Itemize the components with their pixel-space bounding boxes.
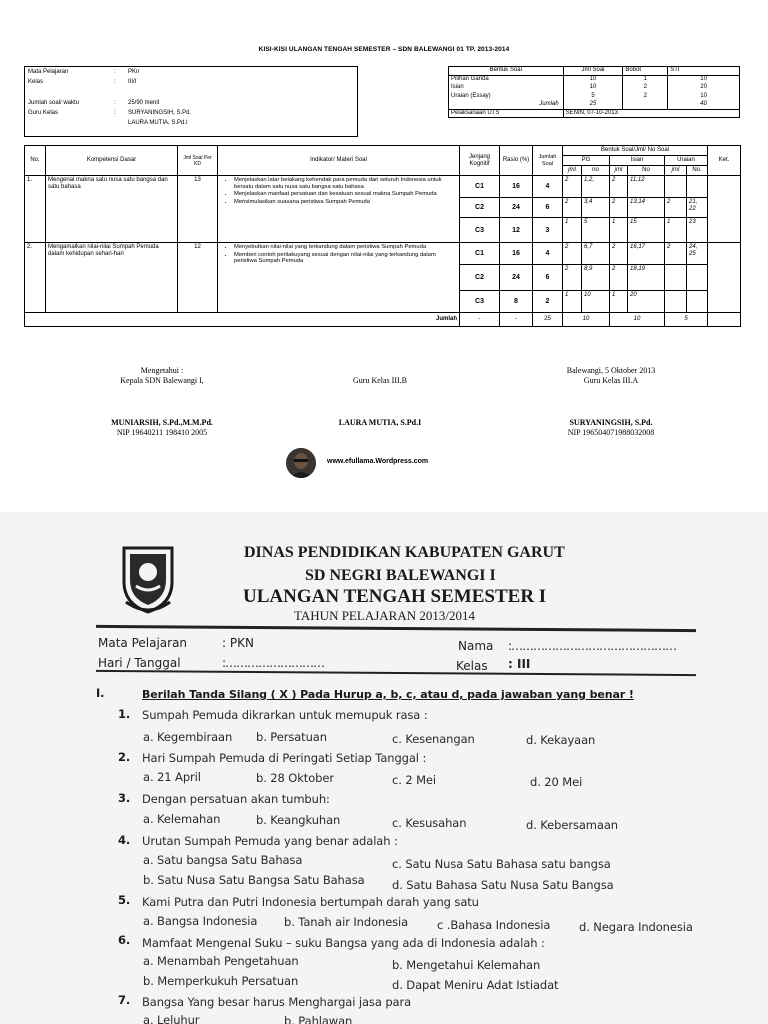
author-avatar-icon (286, 448, 316, 478)
kd-text: Mengenal makna satu nusa satu bangsa dan satu bahasa (46, 176, 178, 243)
bentuk-soal-table (448, 66, 740, 118)
kisi-kisi-main-table (24, 145, 741, 327)
table-row: C3 12 3 1 5 1 15 1 23 (25, 218, 741, 243)
answer-option[interactable]: a. Menambah Pengetahuan (143, 954, 299, 968)
answer-option[interactable]: b. Keangkuhan (256, 813, 341, 827)
subject-info-box (24, 66, 358, 137)
header-jml-soal-kd: Jml Soal Per KD (178, 146, 218, 176)
question-number: 3. (118, 791, 131, 805)
field-nama-label: Nama (458, 639, 494, 653)
question-text: Bangsa Yang besar harus Menghargai jasa para (142, 995, 412, 1009)
header-isian: Isian (610, 156, 665, 166)
field-hari-value[interactable]: :……………………… (222, 656, 325, 670)
header-jml-soal: Jml Soal (563, 67, 623, 76)
answer-option[interactable]: d. Dapat Meniru Adat Istiadat (392, 978, 559, 992)
table-row: C3 8 2 1 10 1 20 (25, 291, 741, 313)
answer-option[interactable]: b. 28 Oktober (256, 771, 334, 785)
field-hari-label: Hari / Tanggal (98, 656, 181, 670)
exam-header-school: SD NEGRI BALEWANGI I (305, 567, 496, 584)
question-text: Hari Sumpah Pemuda di Peringati Setiap Tanggal : (142, 751, 427, 765)
info-row-guru-kelas-2: LAURA MUTIA, S.Pd.I (128, 120, 188, 126)
bentuk-header-row (449, 67, 740, 76)
header-bentuk-soal-group: Bentuk Soal/Jml/ No Soal (563, 146, 708, 156)
header-jumlah-soal: Jumlah Soal (533, 146, 563, 176)
answer-option[interactable]: a. Bangsa Indonesia (143, 914, 258, 928)
answer-option[interactable]: d. 20 Mei (530, 775, 583, 789)
header-bobot: Bobot (623, 67, 668, 76)
answer-option[interactable]: a. Kelemahan (143, 812, 221, 826)
header-indikator: Indikator/ Materi Soal (218, 146, 460, 176)
website-link[interactable]: www.efullama.Wordpress.com (327, 458, 429, 465)
kd-text: Mengamalkan nilai-nilai Sumpah Pemuda dalam kehidupan sehari-hari (46, 243, 178, 313)
header-bentuk: Bentuk Soal (449, 67, 564, 76)
indikator-list: • Menyebutkan nilai-nilai yang terkandung dalam peristiwa Sumpah Pemuda • Memberi contoh perilakuyang sesuai dengan nilai-nilai yang terkandung dalam peristiwa Sumpah Pemuda (218, 243, 460, 313)
answer-option[interactable]: b. Mengetahui Kelemahan (392, 958, 541, 972)
exam-header-dinas: DINAS PENDIDIKAN KABUPATEN GARUT (244, 544, 565, 561)
answer-option[interactable]: d. Kebersamaan (526, 818, 618, 832)
table-row: C2 24 6 2 8,9 2 18,19 (25, 265, 741, 291)
table-row: 1. Mengenal makna satu nusa satu bangsa dan satu bahasa 13 • Menjelaskan latar belakang kehendak para pemuda dari seluruh Indonesia untuk bersatu dalam satu nusa satu bangsa satu bahasa • Menjelaskan manfaat persatuan dan kesatuan sesual makna Sumpah Pemuda • Mensimulasikan suasana peristiwa Sumpah Pemuda C1 16 4 2 1,2, 2 11,12 (25, 176, 741, 198)
field-kelas-value[interactable]: : III (508, 657, 531, 671)
table-row: Pilihan Ganda 10 1 10 (449, 75, 740, 84)
question-number: 5. (118, 893, 131, 907)
signature-kepala-sekolah: Mengetahui : Kepala SDN Balewangi I, MUNIARSIH, S.Pd.,M.M.Pd. NIP 19640211 198410 2005 (111, 366, 213, 437)
indikator-list: • Menjelaskan latar belakang kehendak para pemuda dari seluruh Indonesia untuk bersatu dalam satu nusa satu bangsa satu bahasa • Menjelaskan manfaat persatuan dan kesatuan sesual makna Sumpah Pemuda • Mensimulasikan suasana peristiwa Sumpah Pemuda (218, 176, 460, 243)
question-text: Urutan Sumpah Pemuda yang benar adalah : (142, 834, 398, 848)
main-total-row: Jumlah - - 25 10 10 5 (25, 313, 741, 327)
answer-option[interactable]: a. 21 April (143, 770, 201, 784)
answer-option[interactable]: b. Satu Nusa Satu Bangsa Satu Bahasa (143, 873, 365, 887)
info-row-jumlah-soal: Jumlah soal/ waktu : 25/90 menit (28, 100, 160, 106)
header-pg: PG (563, 156, 610, 166)
field-nama-value[interactable]: :……………………………………… (508, 639, 677, 653)
answer-option[interactable]: c. Satu Nusa Satu Bahasa satu bangsa (392, 857, 611, 871)
signature-guru-3a: Balewangi, 5 Oktober 2013 Guru Kelas III.A SURYANINGSIH, S.Pd. NIP 196504071988032008 (566, 366, 656, 437)
question-number: 2. (118, 750, 131, 764)
answer-option[interactable]: a. Satu bangsa Satu Bahasa (143, 853, 303, 867)
header-ket: Ket. (708, 146, 741, 176)
field-mapel-label: Mata Pelajaran (98, 636, 188, 650)
answer-option[interactable]: d. Kekayaan (526, 733, 596, 747)
header-rasio: Rasio (%) (500, 146, 533, 176)
exam-page (0, 512, 768, 1024)
table-row: Uraian (Essay) 5 2 10 (449, 92, 740, 101)
school-emblem-icon (118, 542, 178, 614)
header-uraian: Uraian (665, 156, 708, 166)
field-mapel-value: : PKN (222, 636, 254, 650)
answer-option[interactable]: c. 2 Mei (392, 773, 436, 787)
question-number: 6. (118, 933, 131, 947)
answer-option[interactable]: b. Persatuan (256, 730, 327, 744)
sheet-title: KISI-KISI ULANGAN TENGAH SEMESTER – SDN BALEWANGI 01 TP. 2013-2014 (258, 46, 510, 53)
main-header-row-3: jml no jml No jml No. (25, 166, 741, 176)
section-instruction: Berilah Tanda Silang ( X ) Pada Hurup a, b, c, atau d, pada jawaban yang benar ! (142, 688, 634, 701)
header-divider (96, 625, 696, 632)
pelaksanaan-row: Pelaksanaan UTS SENIN, 07-10-2013 (449, 109, 740, 118)
table-row: 2. Mengamalkan nilai-nilai Sumpah Pemuda dalam kehidupan sehari-hari 12 • Menyebutkan nilai-nilai yang terkandung dalam peristiwa Sumpah Pemuda • Memberi contoh perilakuyang sesuai dengan nilai-nilai yang terkandung dalam peristiwa Sumpah Pemuda C1 16 4 2 6,7 2 16,17 2 24, 25 (25, 243, 741, 265)
answer-option[interactable]: b. Tanah air Indonesia (284, 915, 409, 929)
header-jenjang-kognitif: Jenjang Kognitif (460, 146, 500, 176)
header-sti: STI (668, 67, 740, 76)
question-number: 7. (118, 993, 131, 1007)
field-divider (96, 670, 696, 676)
question-text: Mamfaat Mengenal Suku – suku Bangsa yang ada di Indonesia adalah : (142, 936, 545, 950)
question-text: Kami Putra dan Putri Indonesia bertumpah darah yang satu (142, 895, 479, 909)
answer-option[interactable]: d. Negara Indonesia (579, 920, 693, 934)
exam-header-year: TAHUN PELAJARAN 2013/2014 (294, 608, 475, 623)
info-row-guru-kelas: Guru Kelas : SURYANINGSIH, S.Pd. (28, 110, 192, 116)
answer-option[interactable]: c. Kesenangan (392, 732, 475, 746)
question-number: 4. (118, 833, 131, 847)
question-text: Sumpah Pemuda dikrarkan untuk memupuk rasa : (142, 708, 428, 722)
answer-option[interactable]: c .Bahasa Indonesia (437, 918, 551, 932)
field-kelas-label: Kelas (456, 659, 488, 673)
header-no: No. (25, 146, 46, 176)
answer-option[interactable]: a. Leluhur (143, 1013, 200, 1024)
exam-header-title: ULANGAN TENGAH SEMESTER I (243, 586, 547, 607)
bentuk-total-row: Jumlah 25 40 (449, 101, 740, 110)
info-row-kelas: Kelas : III/I (28, 79, 137, 85)
answer-option[interactable]: b. Pahlawan (284, 1014, 353, 1024)
table-row: Isian 10 2 20 (449, 84, 740, 93)
table-row: C2 24 6 2 3,4 2 13,14 2 21, 22 (25, 198, 741, 218)
signature-guru-3b: Guru Kelas III.B LAURA MUTIA, S.Pd.I (338, 376, 422, 427)
answer-option[interactable]: d. Satu Bahasa Satu Nusa Satu Bangsa (392, 878, 614, 892)
header-kompetensi-dasar: Kompetensi Dasar (46, 146, 178, 176)
answer-option[interactable]: c. Kesusahan (392, 816, 467, 830)
answer-option[interactable]: a. Kegembiraan (143, 730, 233, 744)
info-row-mapel: Mata Pelajaran : PKn (28, 69, 140, 75)
main-header-row-1 (25, 146, 741, 156)
section-number: I. (96, 686, 105, 700)
answer-option[interactable]: b. Memperkukuh Persatuan (143, 974, 299, 988)
question-number: 1. (118, 707, 131, 721)
question-text: Dengan persatuan akan tumbuh: (142, 792, 330, 806)
